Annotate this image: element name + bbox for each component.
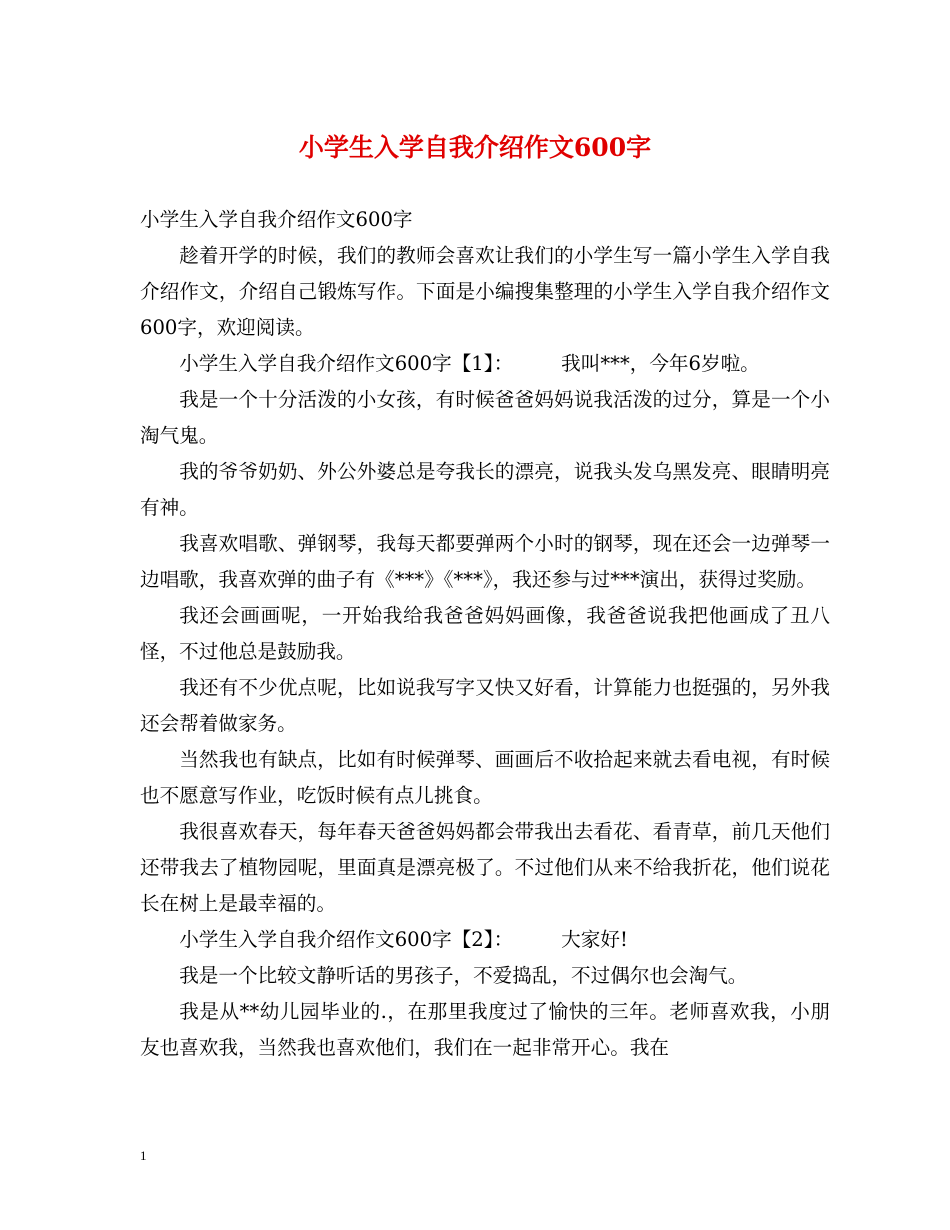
section-1-heading-line [140,346,830,382]
page-number: 1 [140,1148,147,1163]
section-1-heading: 小学生入学自我介绍作文600字【1】： [179,352,514,375]
page-title: 小学生入学自我介绍作文600字 [298,133,652,162]
section-2-heading-line [140,922,830,958]
paragraph: 我还会画画呢，一开始我给我爸爸妈妈画像，我爸爸说我把他画成了丑八怪，不过他总是鼓励我。 [140,604,830,663]
document-subtitle: 小学生入学自我介绍作文600字 [140,208,413,231]
section-2-lead: 大家好! [561,928,628,951]
paragraph-intro: 趁着开学的时候，我们的教师会喜欢让我们的小学生写一篇小学生入学自我介绍作文，介绍自己锻炼写作。下面是小编搜集整理的小学生入学自我介绍作文600字，欢迎阅读。 [140,244,830,339]
document-body [140,202,830,1066]
paragraph: 我是从**幼儿园毕业的.，在那里我度过了愉快的三年。老师喜欢我，小朋友也喜欢我，当然我也喜欢他们，我们在一起非常开心。我在 [140,1000,830,1059]
section-2-heading: 小学生入学自我介绍作文600字【2】： [179,928,514,951]
paragraph: 当然我也有缺点，比如有时候弹琴、画画后不收拾起来就去看电视，有时候也不愿意写作业，吃饭时候有点儿挑食。 [140,748,830,807]
paragraph: 我的爷爷奶奶、外公外婆总是夸我长的漂亮，说我头发乌黑发亮、眼睛明亮有神。 [140,460,830,519]
paragraph: 我是一个十分活泼的小女孩，有时候爸爸妈妈说我活泼的过分，算是一个小淘气鬼。 [140,388,830,447]
paragraph: 我很喜欢春天，每年春天爸爸妈妈都会带我出去看花、看青草，前几天他们还带我去了植物园呢，里面真是漂亮极了。不过他们从来不给我折花，他们说花长在树上是最幸福的。 [140,820,830,915]
paragraph: 我是一个比较文静听话的男孩子，不爱捣乱，不过偶尔也会淘气。 [179,964,748,987]
paragraph: 我喜欢唱歌、弹钢琴，我每天都要弹两个小时的钢琴，现在还会一边弹琴一边唱歌，我喜欢弹的曲子有《***》《***》，我还参与过***演出，获得过奖励。 [140,532,830,591]
section-1-lead: 我叫***，今年6岁啦。 [561,352,760,375]
paragraph: 我还有不少优点呢，比如说我写字又快又好看，计算能力也挺强的，另外我还会帮着做家务。 [140,676,830,735]
